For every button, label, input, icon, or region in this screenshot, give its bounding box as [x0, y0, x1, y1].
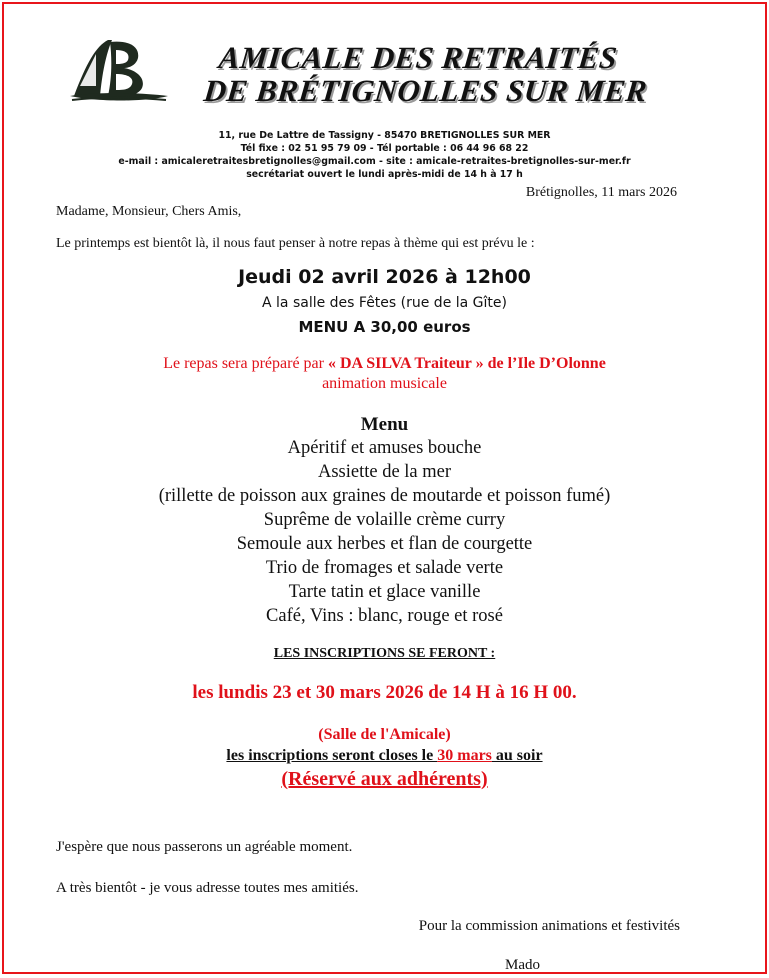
menu-item: Suprême de volaille crème curry	[263, 510, 506, 530]
animation-line: animation musicale	[322, 375, 447, 392]
menu-item: Café, Vins : blanc, rouge et rosé	[266, 606, 503, 626]
event-date: Jeudi 02 avril 2026 à 12h00	[238, 266, 531, 288]
members-only-notice: (Réservé aux adhérents)	[281, 768, 488, 790]
signature-name: Mado	[505, 957, 540, 973]
closing-suffix: au soir	[491, 747, 543, 764]
registration-closing	[4, 747, 765, 765]
registration-place: (Salle de l'Amicale)	[318, 726, 451, 743]
caterer-line	[4, 355, 765, 373]
registration-heading: LES INSCRIPTIONS SE FERONT :	[273, 646, 496, 661]
registration-dates: les lundis 23 et 30 mars 2026 de 14 H à 16 H 00.	[192, 682, 577, 703]
closing-date: 30 mars	[437, 747, 492, 764]
menu-item: Assiette de la mer	[317, 462, 452, 482]
greeting: Madame, Monsieur, Chers Amis,	[56, 204, 242, 219]
contact-line: e-mail : amicaleretraitesbretignolles@gmail.com - site : amicale-retraites-bretignolles-sur-mer.fr	[118, 156, 631, 167]
menu-item: (rillette de poisson aux graines de moutarde et poisson fumé)	[158, 486, 611, 506]
letter-page	[2, 2, 767, 974]
association-logo	[66, 34, 171, 104]
association-title-line1: AMICALE DES RETRAITÉS	[217, 40, 619, 75]
intro-text: Le printemps est bientôt là, il nous faut penser à notre repas à thème qui est prévu le :	[56, 236, 535, 251]
menu-item: Trio de fromages et salade verte	[265, 558, 504, 578]
signature-line: Pour la commission animations et festivités	[418, 918, 680, 934]
closing-prefix: les inscriptions seront closes le	[226, 747, 438, 764]
menu-item: Tarte tatin et glace vanille	[288, 582, 481, 602]
menu-item: Semoule aux herbes et flan de courgette	[236, 534, 533, 554]
event-venue: A la salle des Fêtes (rue de la Gîte)	[262, 295, 507, 311]
letter-date: Brétignolles, 11 mars 2026	[525, 185, 677, 200]
closing-line2: A très bientôt - je vous adresse toutes mes amitiés.	[56, 880, 359, 896]
closing-line1: J'espère que nous passerons un agréable moment.	[56, 839, 353, 855]
caterer-prefix: Le repas sera préparé par	[163, 355, 328, 372]
menu-item: Apéritif et amuses bouche	[287, 438, 482, 458]
menu-list	[4, 436, 765, 628]
phone-line: Tél fixe : 02 51 95 79 09 - Tél portable : 06 44 96 68 22	[240, 143, 529, 154]
caterer-name: « DA SILVA Traiteur » de l’Ile D’Olonne	[327, 355, 606, 372]
address-line: 11, rue De Lattre de Tassigny - 85470 BRETIGNOLLES SUR MER	[218, 130, 551, 141]
hours-line: secrétariat ouvert le lundi après-midi de 14 h à 17 h	[246, 169, 523, 180]
association-title-line2: DE BRÉTIGNOLLES SUR MER	[202, 73, 649, 108]
menu-heading: Menu	[360, 414, 409, 435]
menu-price: MENU A 30,00 euros	[298, 318, 471, 336]
